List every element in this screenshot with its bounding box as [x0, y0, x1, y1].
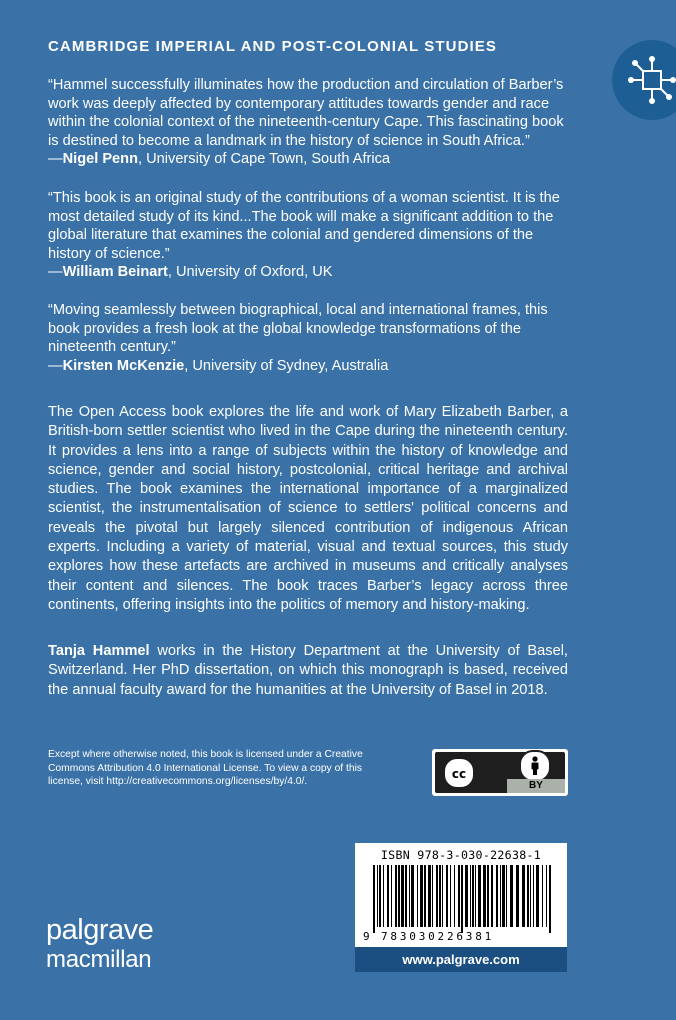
- barcode-bar: [470, 865, 471, 927]
- barcode-bar: [398, 865, 400, 927]
- endorser-affiliation: , University of Oxford, UK: [167, 264, 333, 281]
- endorser-affiliation: , University of Sydney, Australia: [184, 357, 389, 374]
- barcode-bar: [395, 865, 397, 927]
- barcode-bar: [496, 865, 498, 927]
- barcode-bar: [502, 865, 505, 927]
- publisher-logo-palgrave: palgrave: [46, 914, 154, 946]
- barcode-bar: [472, 865, 474, 927]
- book-description: The Open Access book explores the life and work of Mary Elizabeth Barber, a British-born settler scientist who lived in the Cape during the nineteenth century. It provides a lens into a range of subjects within the history of knowledge and science, gender and social history, postcolonial, critical heritage and archival studies. The book examines the international importance of a marginalized scientist, the instrumentalisation of science to settlers' political concerns and reveals the pivotal but largely silenced contribution of indigenous African experts. Including a variety of material, visual and textual sources, this study explores how these artefacts are archived in museums and critically analyses their content and silences. The book traces Barber’s legacy across three continents, offering insights into the politics of memory and history-making.: [48, 404, 568, 613]
- quote-line: most detailed study of its kind...The book will make a significant addition to the: [48, 208, 554, 225]
- barcode-bar: [461, 865, 463, 933]
- barcode-bar: [516, 865, 519, 927]
- barcode-bar: [530, 865, 531, 927]
- barcode-bar: [377, 865, 378, 927]
- quote-line: nineteenth century.”: [48, 339, 176, 356]
- barcode-bar: [510, 865, 513, 927]
- barcode-bar: [432, 865, 433, 927]
- barcode-bar: [546, 865, 547, 927]
- barcode-bar: [542, 865, 543, 927]
- endorsement-2: [48, 189, 568, 282]
- endorser-name: Nigel Penn: [62, 151, 139, 168]
- publisher-logo-macmillan: macmillan: [46, 946, 152, 973]
- barcode-bar: [536, 865, 539, 927]
- attribution-dash: —: [48, 264, 63, 281]
- barcode-bar: [450, 865, 451, 927]
- barcode-digits: 783030226381: [381, 930, 495, 943]
- series-title: CAMBRIDGE IMPERIAL AND POST-COLONIAL STUDIES: [48, 38, 497, 55]
- quote-line: “Hammel successfully illuminates how the production and circulation of Barber’s: [48, 77, 564, 93]
- barcode-bar: [420, 865, 423, 927]
- quote-line: is destined to become a landmark in the history of science in South Africa.”: [48, 132, 530, 149]
- cc-by-label: BY: [507, 779, 565, 793]
- barcode-bar: [439, 865, 441, 927]
- quote-line: within the colonial context of the nineteenth-century Cape. This fascinating book: [48, 114, 564, 131]
- barcode-bar: [411, 865, 414, 927]
- barcode-bar: [373, 865, 375, 933]
- barcode-bar: [383, 865, 384, 927]
- endorser-name: Kirsten McKenzie: [62, 357, 185, 374]
- barcode-bar: [549, 865, 551, 933]
- barcode-bar: [478, 865, 481, 927]
- barcode-bar: [458, 865, 460, 927]
- attribution-person-icon: [519, 750, 551, 782]
- barcode-bar: [424, 865, 426, 927]
- series-badge: [612, 40, 676, 120]
- barcode-bar: [417, 865, 418, 927]
- palgrave-network-icon: [626, 54, 676, 106]
- author-bio-text: works in the History Department at the University of Basel, Switzerland. Her PhD dissertation, on which this monograph is based, received the annual faculty award for the humanities at the University of Basel in 2018.: [48, 643, 568, 698]
- barcode-bar: [436, 865, 438, 927]
- barcode-bar: [491, 865, 493, 927]
- quote-attribution: [48, 150, 568, 169]
- quote-line: work was deeply affected by contemporary attitudes towards gender and race: [48, 95, 550, 112]
- creative-commons-icon: [443, 757, 475, 789]
- barcode-bar: [465, 865, 468, 927]
- barcode-bar: [533, 865, 534, 927]
- quote-attribution: [48, 357, 568, 376]
- author-bio: [48, 642, 568, 700]
- endorser-name: William Beinart: [62, 264, 168, 281]
- quote-line: history of science.”: [48, 245, 170, 262]
- barcode-bar: [483, 865, 486, 927]
- barcode-bar: [506, 865, 507, 927]
- isbn-label: ISBN 978-3-030-22638-1: [380, 848, 542, 862]
- svg-text:cc: cc: [451, 767, 467, 781]
- barcode-bar: [409, 865, 410, 927]
- cc-by-license-icon: [432, 749, 568, 796]
- barcode-bar: [522, 865, 525, 927]
- quote-line: “This book is an original study of the contributions of a woman scientist. It is the: [48, 190, 560, 206]
- barcode-first-digit: 9: [363, 930, 372, 943]
- barcode-bar: [428, 865, 431, 927]
- license-notice: Except where otherwise noted, this book is licensed under a Creative Commons Attribution 4.0 International License. To view a copy of this license, visit http://creativecommons.org/licenses/by/4.0/.: [48, 749, 363, 788]
- quote-line: “Moving seamlessly between biographical, local and international frames, this: [48, 302, 548, 318]
- barcode-bar: [454, 865, 455, 927]
- barcode-bar: [527, 865, 529, 927]
- barcode-bar: [442, 865, 443, 927]
- attribution-dash: —: [48, 151, 63, 168]
- quote-line: book provides a fresh look at the global knowledge transformations of the: [48, 320, 521, 337]
- endorsement-1: [48, 76, 568, 169]
- barcode-bar: [379, 865, 381, 927]
- quote-attribution: [48, 263, 568, 282]
- endorsement-3: [48, 301, 568, 375]
- barcode-bar: [401, 865, 404, 927]
- barcode-bar: [475, 865, 476, 927]
- barcode-bar: [446, 865, 448, 927]
- publisher-website[interactable]: www.palgrave.com: [355, 947, 567, 972]
- endorser-affiliation: , University of Cape Town, South Africa: [138, 151, 391, 168]
- isbn-barcode: [355, 843, 567, 947]
- barcode-bar: [487, 865, 489, 927]
- barcode-bar: [500, 865, 501, 927]
- attribution-dash: —: [48, 357, 63, 374]
- barcode-bar: [391, 865, 392, 927]
- barcode-bar: [387, 865, 389, 927]
- barcode-bar: [405, 865, 407, 927]
- author-name: Tanja Hammel: [48, 643, 150, 659]
- quote-line: global literature that examines the colonial and gendered dimensions of the: [48, 227, 534, 244]
